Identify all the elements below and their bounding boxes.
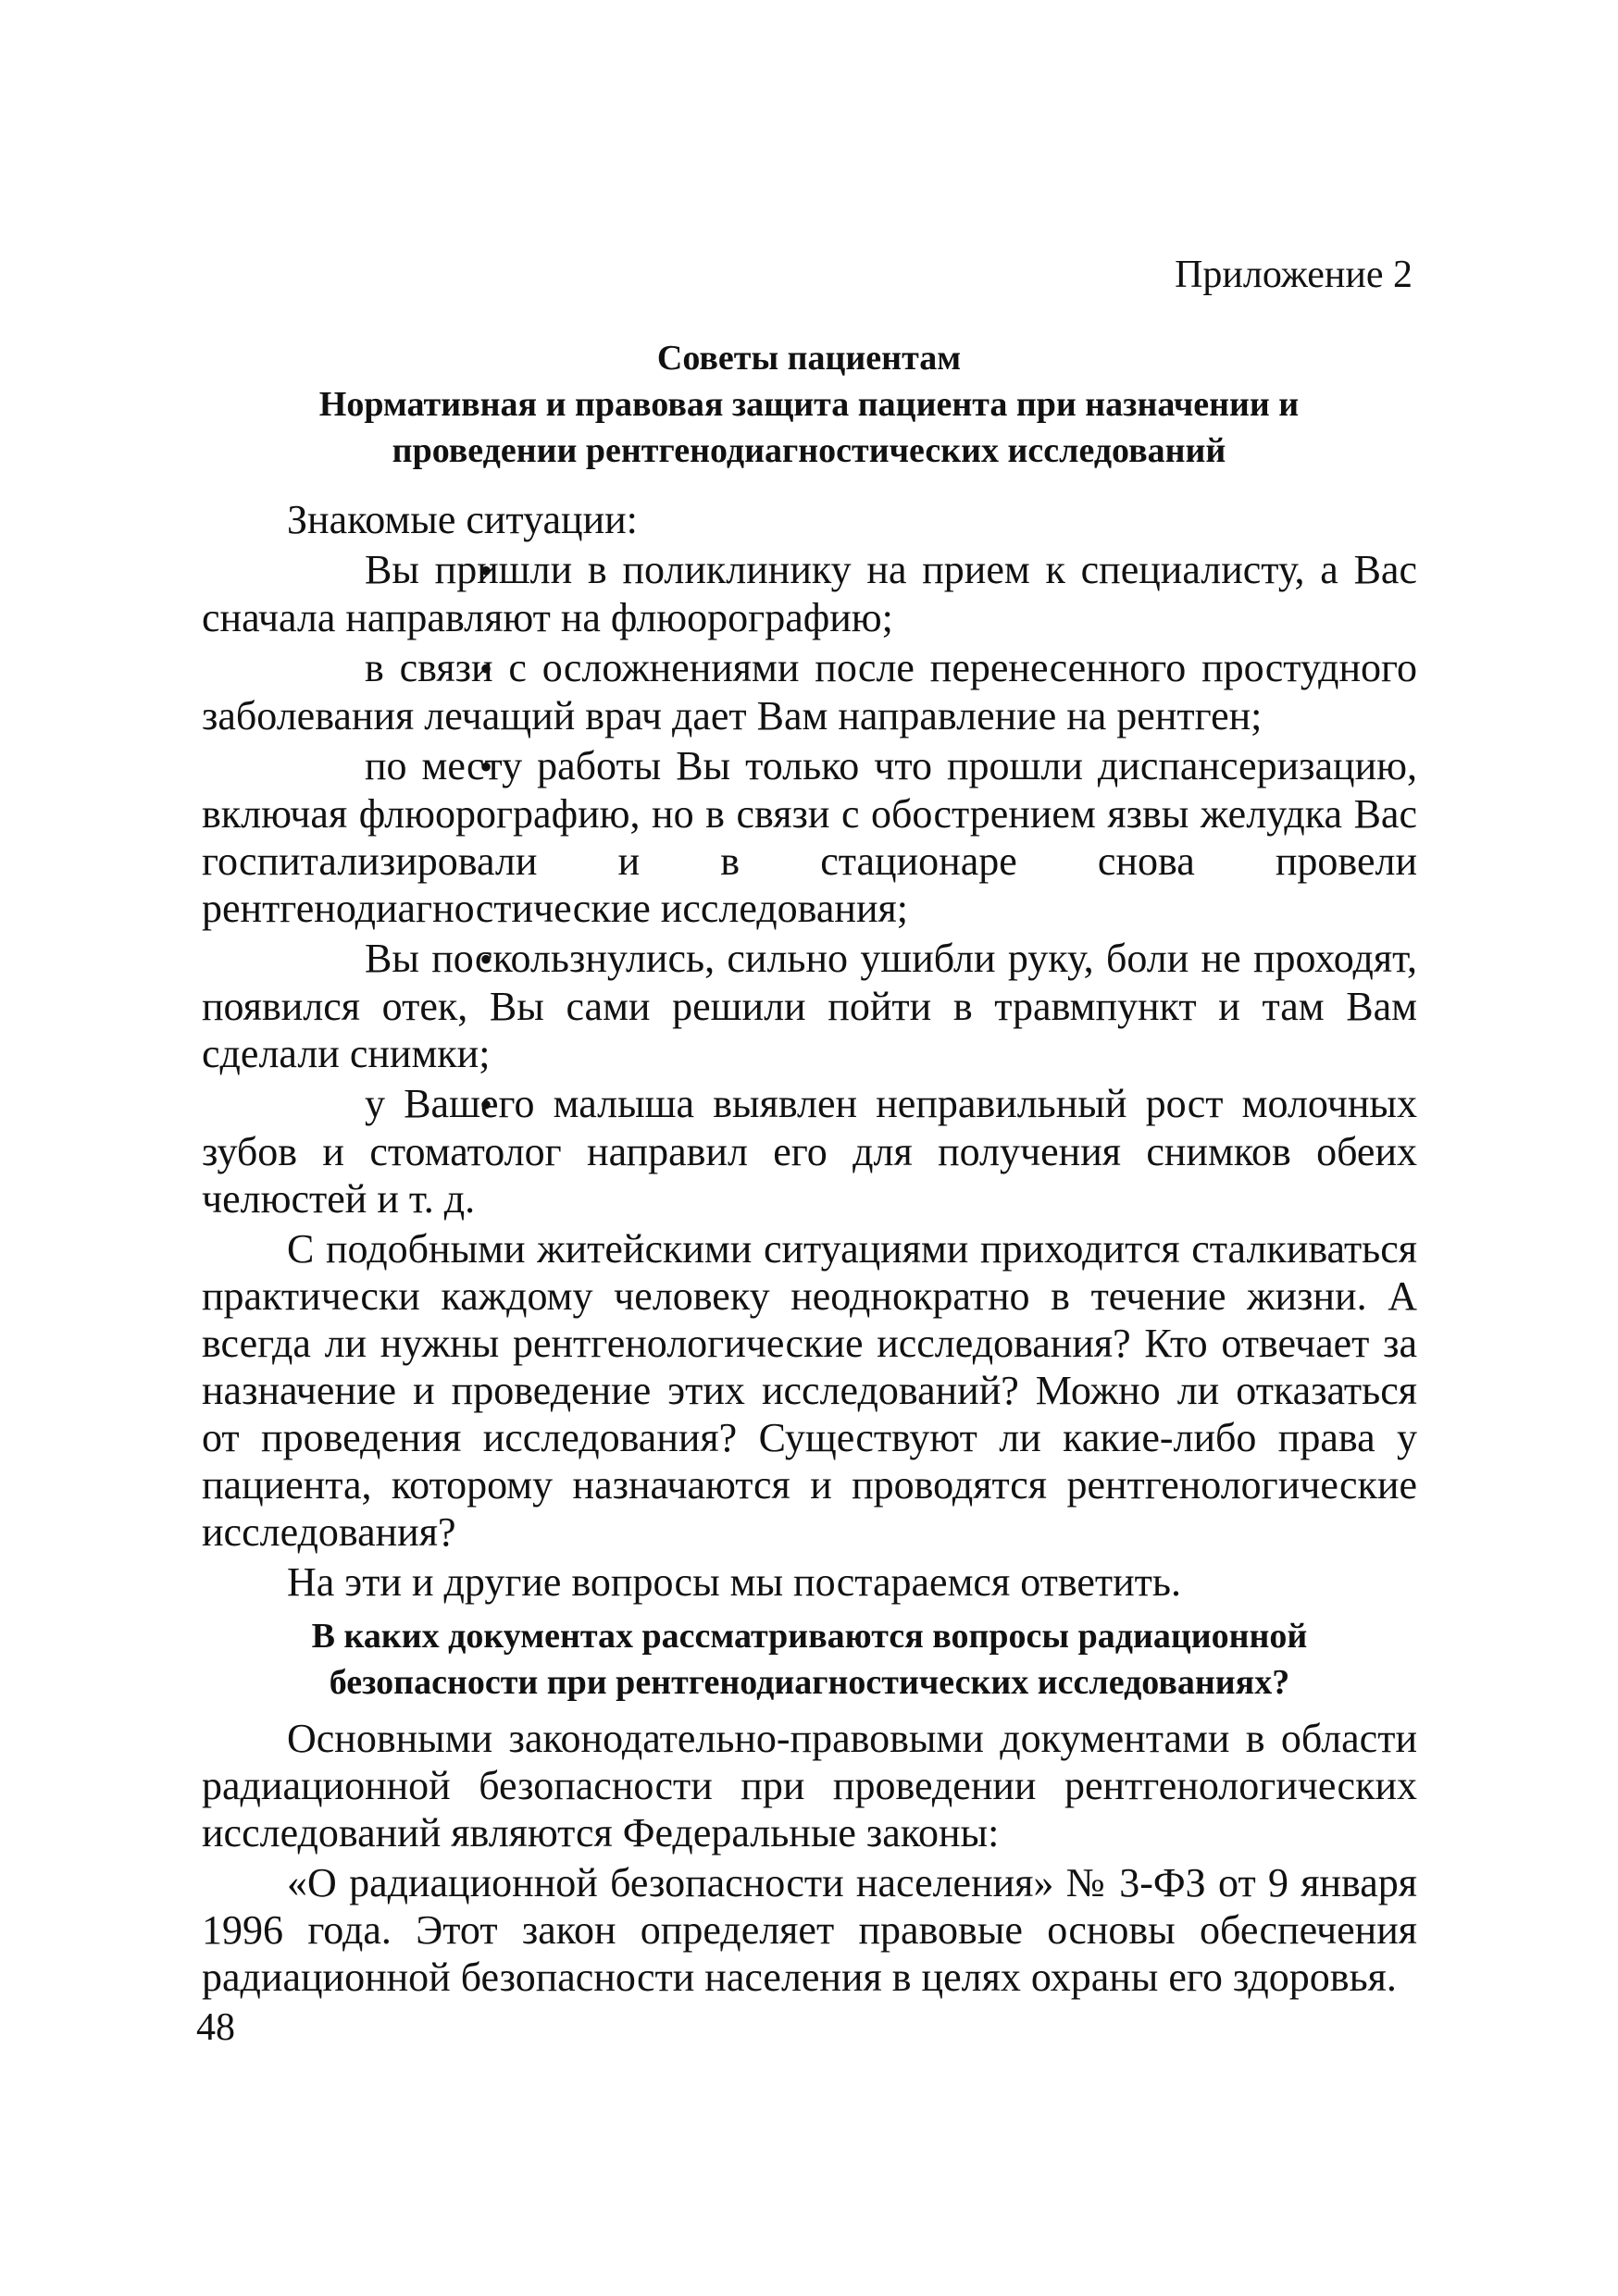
section-heading-line-2: безопасности при рентгенодиагностических исследованиях?: [329, 1663, 1290, 1702]
answer-paragraph: На эти и другие вопросы мы постараемся ответить.: [287, 1559, 1181, 1605]
appendix-label: Приложение 2: [1175, 254, 1413, 296]
situation-item: • по месту работы Вы только что прошли диспансеризацию, включая флюорографию, но в связи с обострением язвы желудка Вас госпитализировали и в стационаре снова провели рентгенодиагностические исследования;: [202, 742, 1417, 932]
laws-paragraph: Основными законодательно-правовыми документами в области радиационной безопасности при проведении рентгенологических исследований являются Федеральные законы:: [202, 1716, 1417, 1855]
page-heading: [194, 335, 1424, 474]
situation-item: • в связи с осложнениями после перенесенного простудного заболевания лечащий врач дает Вам направление на рентген;: [202, 644, 1417, 739]
questions-paragraph: С подобными житейскими ситуациями приходится сталкиваться практически каждому человеку неоднократно в течение жизни. А всегда ли нужны рентгенологические исследования? Кто отвечает за назначение и проведение этих исследований? Можно ли отказаться от проведения исследования? Существуют ли какие-либо права у пациента, которому назначаются и проводятся рентгенологические исследования?: [202, 1226, 1417, 1555]
law-description-paragraph: «О радиационной безопасности населения» № 3-ФЗ от 9 января 1996 года. Этот закон определяет правовые основы обеспечения радиационной безопасности населения в целях охраны его здоровья.: [202, 1860, 1417, 2000]
page-number: 48: [196, 2006, 235, 2049]
intro-paragraph: Знакомые ситуации:: [287, 497, 638, 542]
situation-item: • Вы пришли в поликлинику на прием к специалисту, а Вас сначала направляют на флюорографию;: [202, 546, 1417, 641]
section-heading-line-1: В каких документах рассматриваются вопросы радиационной: [311, 1617, 1308, 1656]
section-heading: [202, 1613, 1417, 1706]
situation-item: • у Вашего малыша выявлен неправильный рост молочных зубов и стоматолог направил его для получения снимков обеих челюстей и т. д.: [202, 1080, 1417, 1222]
heading-subtitle-line-2: проведении рентгенодиагностических исследований: [392, 431, 1226, 470]
heading-title: Советы пациентам: [656, 339, 962, 378]
heading-subtitle-line-1: Нормативная и правовая защита пациента при назначении и: [318, 385, 1300, 424]
situation-item: • Вы поскользнулись, сильно ушибли руку, боли не проходят, появился отек, Вы сами решили пойти в травмпункт и там Вам сделали снимки;: [202, 935, 1417, 1077]
document-body: [202, 496, 1417, 2004]
